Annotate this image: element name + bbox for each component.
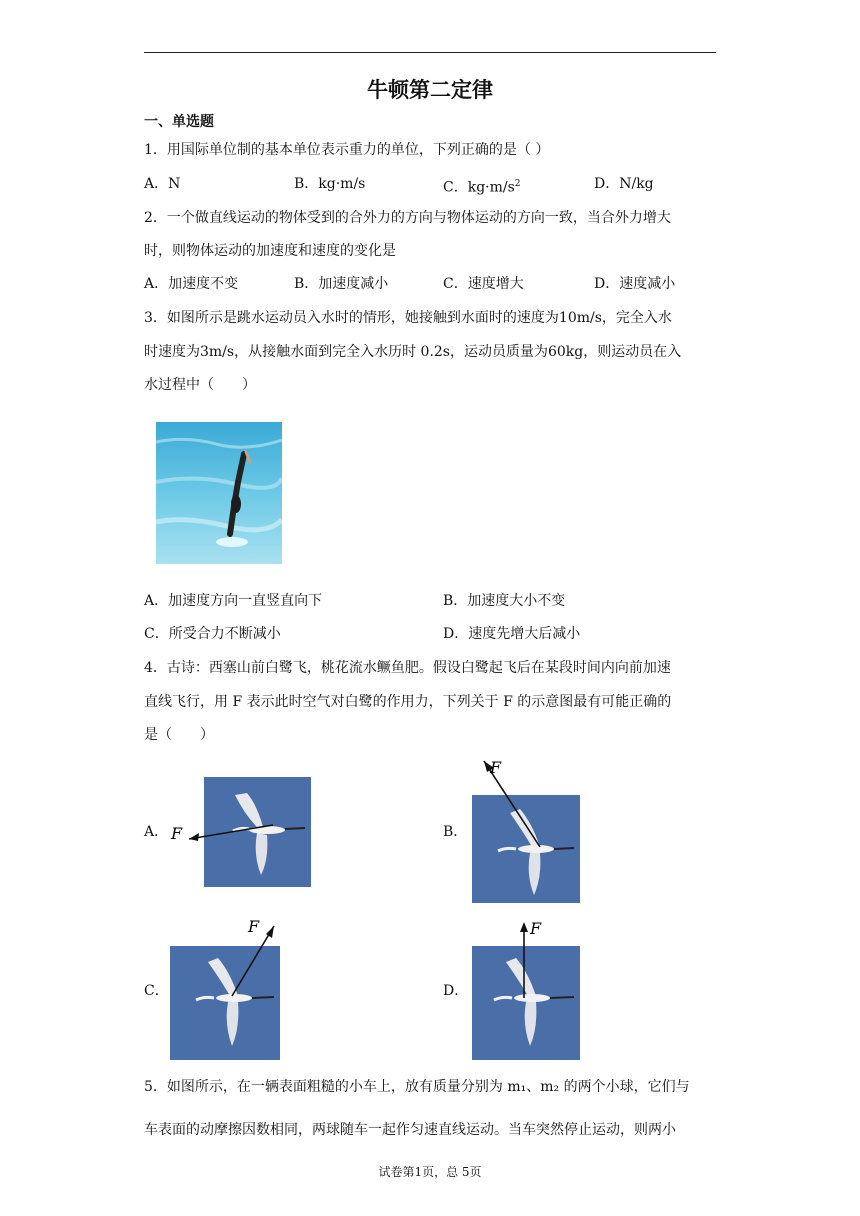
q3-option-a: A．加速度方向一直竖直向下 xyxy=(144,593,323,609)
q2-option-c: C．速度增大 xyxy=(443,276,524,292)
force-label-a: F xyxy=(171,824,183,843)
q4-option-c-label: C． xyxy=(144,983,169,999)
diver-image xyxy=(156,422,282,564)
question-4-stem-line2: 直线飞行，用 F 表示此时空气对白鹭的作用力，下列关于 F 的示意图最有可能正确的 xyxy=(144,694,672,710)
q1-option-d: D．N/kg xyxy=(594,176,654,192)
page-footer: 试卷第1页，总 5页 xyxy=(378,1165,482,1179)
question-2-stem-line2: 时，则物体运动的加速度和速度的变化是 xyxy=(144,243,396,259)
q4-option-d-figure xyxy=(470,912,582,1062)
question-3-stem-line2: 时速度为3m/s，从接触水面到完全入水历时 0.2s，运动员质量为60kg，则运动员在入 xyxy=(144,344,682,360)
q2-option-b: B．加速度减小 xyxy=(294,276,389,292)
question-2-stem-line1: 2．一个做直线运动的物体受到的合外力的方向与物体运动的方向一致，当合外力增大 xyxy=(144,210,671,226)
q2-option-d: D．速度减小 xyxy=(594,276,676,292)
q4-option-b-label: B． xyxy=(443,824,468,840)
question-1-stem: 1．用国际单位制的基本单位表示重力的单位，下列正确的是（ ） xyxy=(144,142,550,158)
force-label-c: F xyxy=(248,917,260,936)
question-4-stem-line1: 4．古诗：西塞山前白鹭飞，桃花流水鳜鱼肥。假设白鹭起飞后在某段时间内向前加速 xyxy=(144,660,671,676)
page-title: 牛顿第二定律 xyxy=(367,78,493,102)
question-3-stem-line3: 水过程中（ ） xyxy=(144,377,256,393)
question-5-stem-line1: 5．如图所示，在一辆表面粗糙的小车上，放有质量分别为 m₁、m₂ 的两个小球，它们与 xyxy=(144,1079,690,1095)
q4-option-d-label: D． xyxy=(443,983,469,999)
q1-option-b: B．kg·m/s xyxy=(294,176,366,192)
q4-option-c-figure xyxy=(168,912,284,1062)
q3-option-c: C．所受合力不断减小 xyxy=(144,626,281,642)
q1-option-c: C．$kg\cdot m/s^2$ xyxy=(443,179,521,196)
header-rule xyxy=(144,52,716,53)
question-5-stem-line2: 车表面的动摩擦因数相同，两球随车一起作匀速直线运动。当车突然停止运动，则两小 xyxy=(144,1122,676,1138)
q4-option-b-figure xyxy=(470,755,582,905)
force-label-d: F xyxy=(530,919,542,938)
section-heading: 一、单选题 xyxy=(144,114,214,130)
q4-option-a-figure xyxy=(165,775,315,890)
question-3-stem-line1: 3．如图所示是跳水运动员入水时的情形，她接触到水面时的速度为10m/s，完全入水 xyxy=(144,310,672,326)
q4-option-a-label: A． xyxy=(144,824,169,840)
q3-option-b: B．加速度大小不变 xyxy=(443,593,566,609)
q3-option-d: D．速度先增大后减小 xyxy=(443,626,581,642)
q1-option-a: A．N xyxy=(144,176,181,192)
question-4-stem-line3: 是（ ） xyxy=(144,727,214,743)
q2-option-a: A．加速度不变 xyxy=(144,276,239,292)
force-label-b: F xyxy=(490,758,502,777)
